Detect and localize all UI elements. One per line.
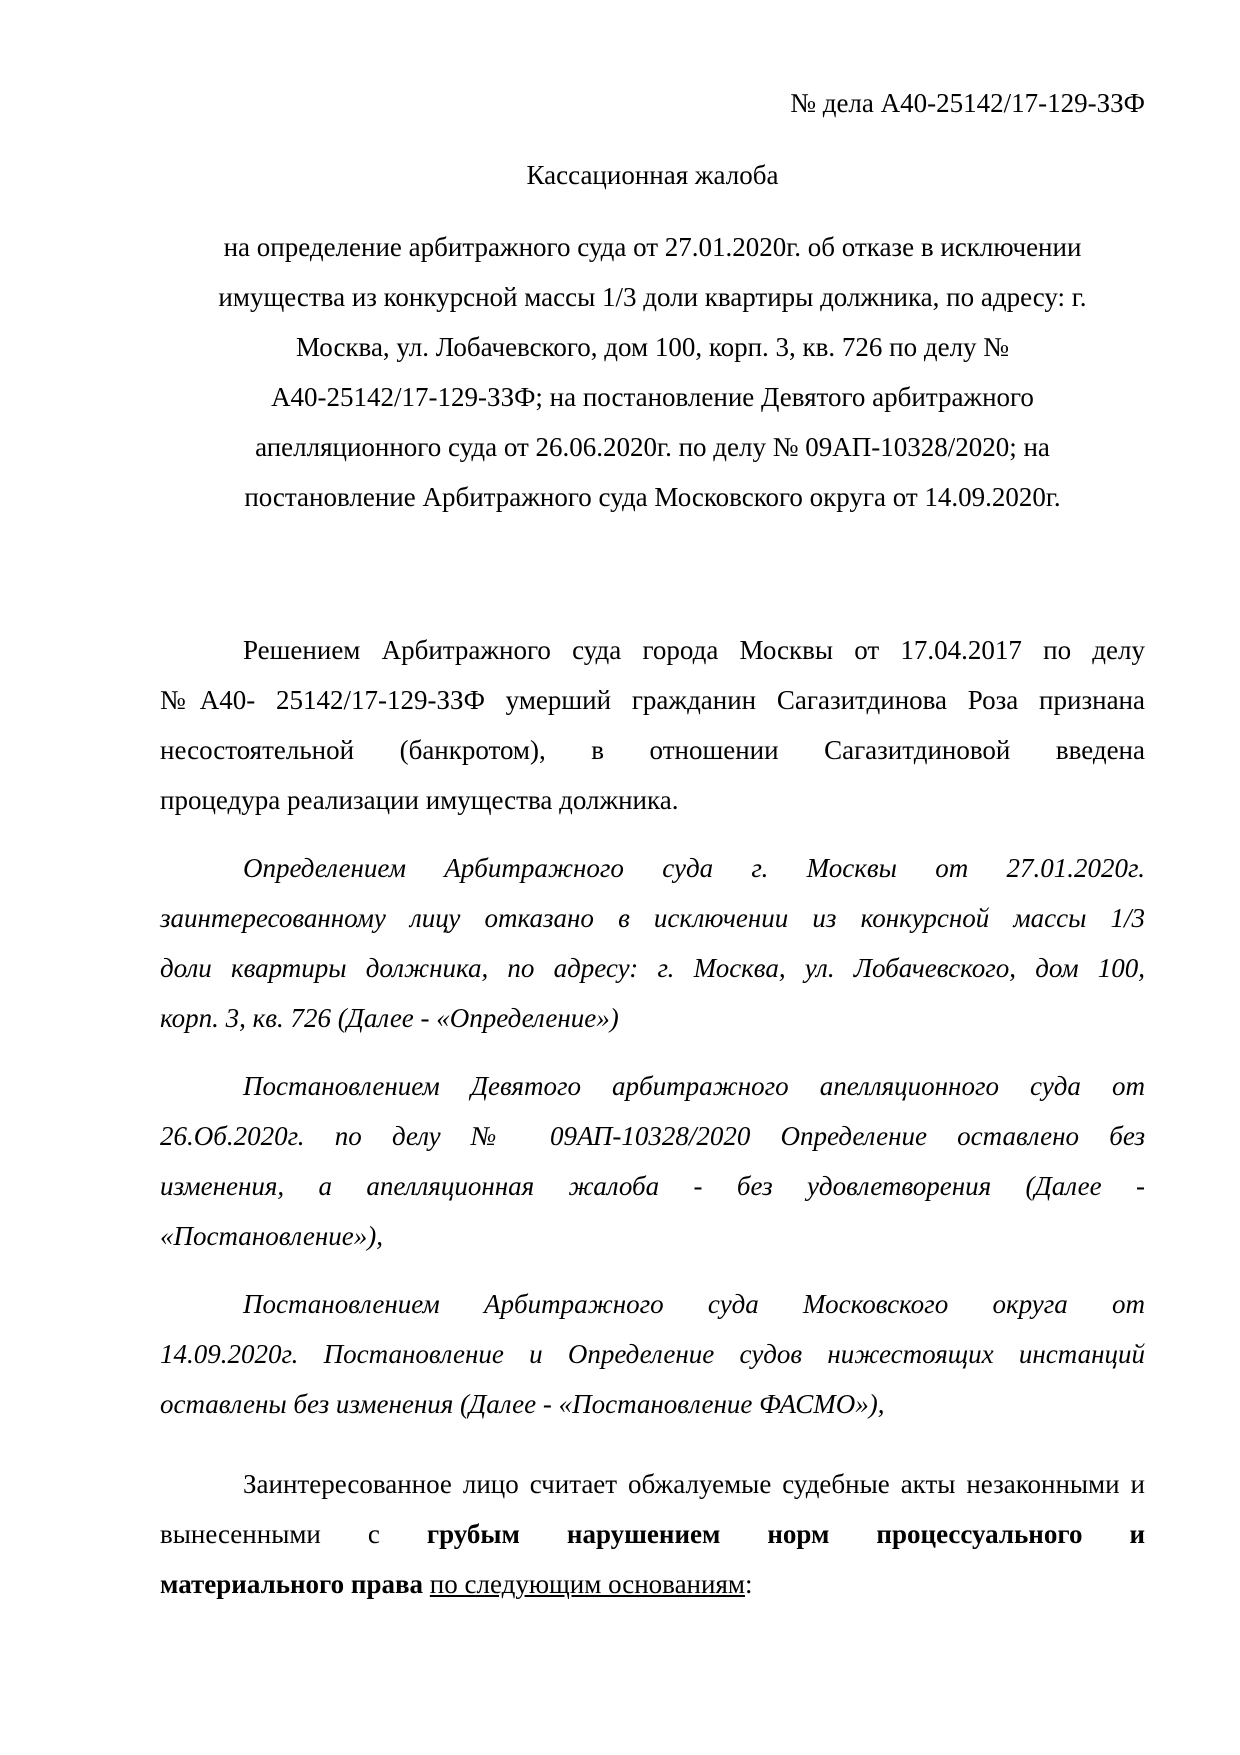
text-line: Постановлением Девятого арбитражного апелляционного суда от xyxy=(243,1071,1145,1101)
text-line: Решением Арбитражного суда города Москвы от 17.04.2017 по делу xyxy=(243,635,1145,665)
case-number: № дела А40-25142/17-129-ЗЗФ xyxy=(790,88,1145,118)
text-line: имущества из конкурсной массы 1/3 доли квартиры должника, по адресу: г. xyxy=(218,282,1087,312)
text-line: апелляционного суда от 26.06.2020г. по делу № 09АП-10328/2020; на xyxy=(255,432,1050,462)
text-line: А40-25142/17-129-ЗЗФ; на постановление Девятого арбитражного xyxy=(271,382,1034,412)
text-line xyxy=(160,1559,1145,1609)
text-line: на определение арбитражного суда от 27.01.2020г. об отказе в исключении xyxy=(223,232,1082,262)
text-line: процедура реализации имущества должника. xyxy=(160,785,679,815)
text-line: постановление Арбитражного суда Московского округа от 14.09.2020г. xyxy=(244,482,1061,512)
conclusion-normal-text: вынесенными с xyxy=(160,1519,427,1549)
text-line: Заинтересованное лицо считает обжалуемые судебные акты незаконными и xyxy=(243,1469,1145,1499)
text-line: изменения, а апелляционная жалоба - без удовлетворения (Далее - xyxy=(160,1171,1145,1201)
text-line: 14.09.2020г. Постановление и Определение судов нижестоящих инстанций xyxy=(160,1339,1145,1369)
text-line: корп. 3, кв. 726 (Далее - «Определение») xyxy=(160,1003,619,1033)
text-line: несостоятельной (банкротом), в отношении Сагазитдиновой введена xyxy=(160,735,1145,765)
cassation-ruling-paragraph xyxy=(160,1279,1145,1429)
text-line: доли квартиры должника, по адресу: г. Москва, ул. Лобачевского, дом 100, xyxy=(160,953,1145,983)
text-line: оставлены без изменения (Далее - «Постановление ФАСМО»), xyxy=(160,1389,885,1419)
document-title: Кассационная жалоба xyxy=(526,160,779,190)
conclusion-bold-text: материального права xyxy=(160,1569,430,1599)
conclusion-underlined-text: по следующим основаниям xyxy=(429,1569,745,1599)
conclusion-end-text: : xyxy=(744,1569,753,1599)
text-line: 26.Об.2020г. по делу № 09АП-10328/2020 Определение оставлено без xyxy=(160,1121,1145,1151)
appeal-subject-paragraph xyxy=(160,222,1145,522)
text-line: Определением Арбитражного суда г. Москвы от 27.01.2020г. xyxy=(243,853,1145,883)
text-line: Москва, ул. Лобачевского, дом 100, корп. 3, кв. 726 по делу № xyxy=(295,332,1010,362)
text-line: №А40- 25142/17-129-ЗЗФ умерший гражданин Сагазитдинова Роза признана xyxy=(160,685,1145,715)
appellate-ruling-paragraph xyxy=(160,1061,1145,1261)
determination-paragraph xyxy=(160,843,1145,1043)
decision-paragraph xyxy=(160,625,1145,825)
text-line: «Постановление»), xyxy=(160,1221,383,1251)
text-line: заинтересованному лицу отказано в исключении из конкурсной массы 1/3 xyxy=(160,903,1145,933)
text-line: Постановлением Арбитражного суда Московского округа от xyxy=(243,1289,1145,1319)
conclusion-bold-text: грубым нарушением норм процессуального и xyxy=(426,1519,1145,1549)
conclusion-paragraph xyxy=(160,1459,1145,1609)
text-line xyxy=(160,1509,1145,1559)
